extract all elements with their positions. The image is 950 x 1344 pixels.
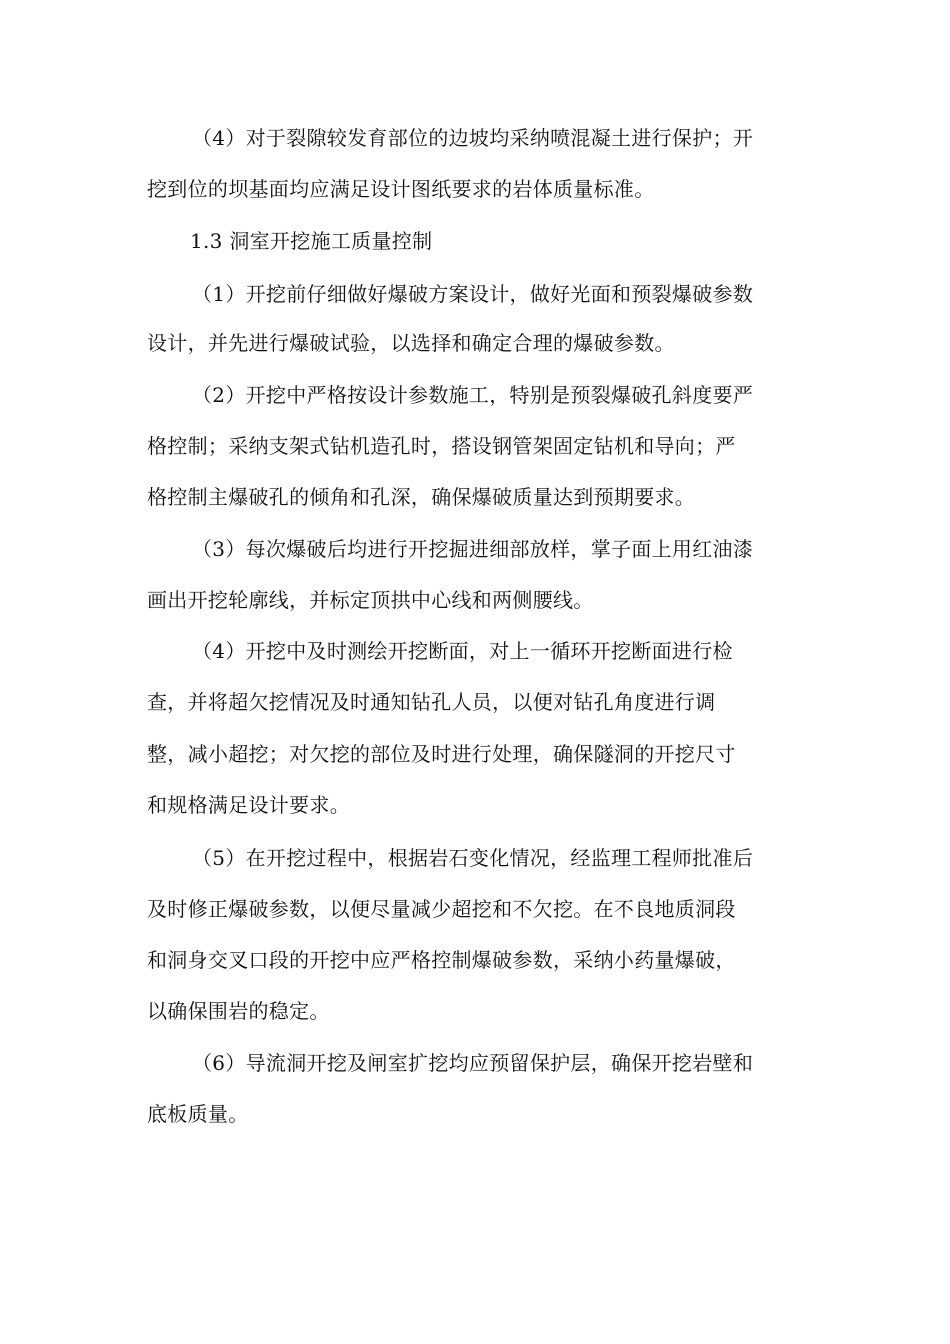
- paragraph-2-line-2: 格控制；采纳支架式钻机造孔时，搭设钢管架固定钻机和导向；严: [147, 434, 736, 458]
- paragraph-2-line-3: 格控制主爆破孔的倾角和孔深，确保爆破质量达到预期要求。: [147, 485, 696, 509]
- paragraph-5-line-3: 和洞身交叉口段的开挖中应严格控制爆破参数，采纳小药量爆破，: [147, 948, 736, 972]
- paragraph-6-line-2: 底板质量。: [147, 1102, 249, 1126]
- paragraph-4-line-4: 和规格满足设计要求。: [147, 793, 350, 817]
- paragraph-3-line-2: 画出开挖轮廓线，并标定顶拱中心线和两侧腰线。: [147, 588, 594, 612]
- paragraph-4-line-1: （4）开挖中及时测绘开挖断面，对上一循环开挖断面进行检: [192, 639, 733, 663]
- paragraph-2-line-1: （2）开挖中严格按设计参数施工，特别是预裂爆破孔斜度要严: [192, 383, 754, 407]
- paragraph-1-line-2: 设计，并先进行爆破试验，以选择和确定合理的爆破参数。: [147, 331, 675, 355]
- paragraph-4-line-2: 查，并将超欠挖情况及时通知钻孔人员，以便对钻孔角度进行调: [147, 690, 716, 714]
- section-heading-1-3: 1.3 洞室开挖施工质量控制: [190, 229, 433, 253]
- paragraph-3-line-1: （3）每次爆破后均进行开挖掘进细部放样，掌子面上用红油漆: [192, 537, 754, 561]
- paragraph-1-line-1: （1）开挖前仔细做好爆破方案设计，做好光面和预裂爆破参数: [192, 282, 754, 306]
- paragraph-5-line-2: 及时修正爆破参数，以便尽量减少超挖和不欠挖。在不良地质洞段: [147, 897, 736, 921]
- paragraph-4-line-3: 整，减小超挖；对欠挖的部位及时进行处理，确保隧洞的开挖尺寸: [147, 742, 736, 766]
- paragraph-4-slope-line-1: （4）对于裂隙较发育部位的边坡均采纳喷混凝土进行保护；开: [192, 126, 754, 150]
- paragraph-4-slope-line-2: 挖到位的坝基面均应满足设计图纸要求的岩体质量标准。: [147, 177, 655, 201]
- paragraph-5-line-1: （5）在开挖过程中，根据岩石变化情况，经监理工程师批准后: [192, 846, 754, 870]
- paragraph-6-line-1: （6）导流洞开挖及闸室扩挖均应预留保护层，确保开挖岩壁和: [192, 1051, 754, 1075]
- paragraph-5-line-4: 以确保围岩的稳定。: [147, 999, 330, 1023]
